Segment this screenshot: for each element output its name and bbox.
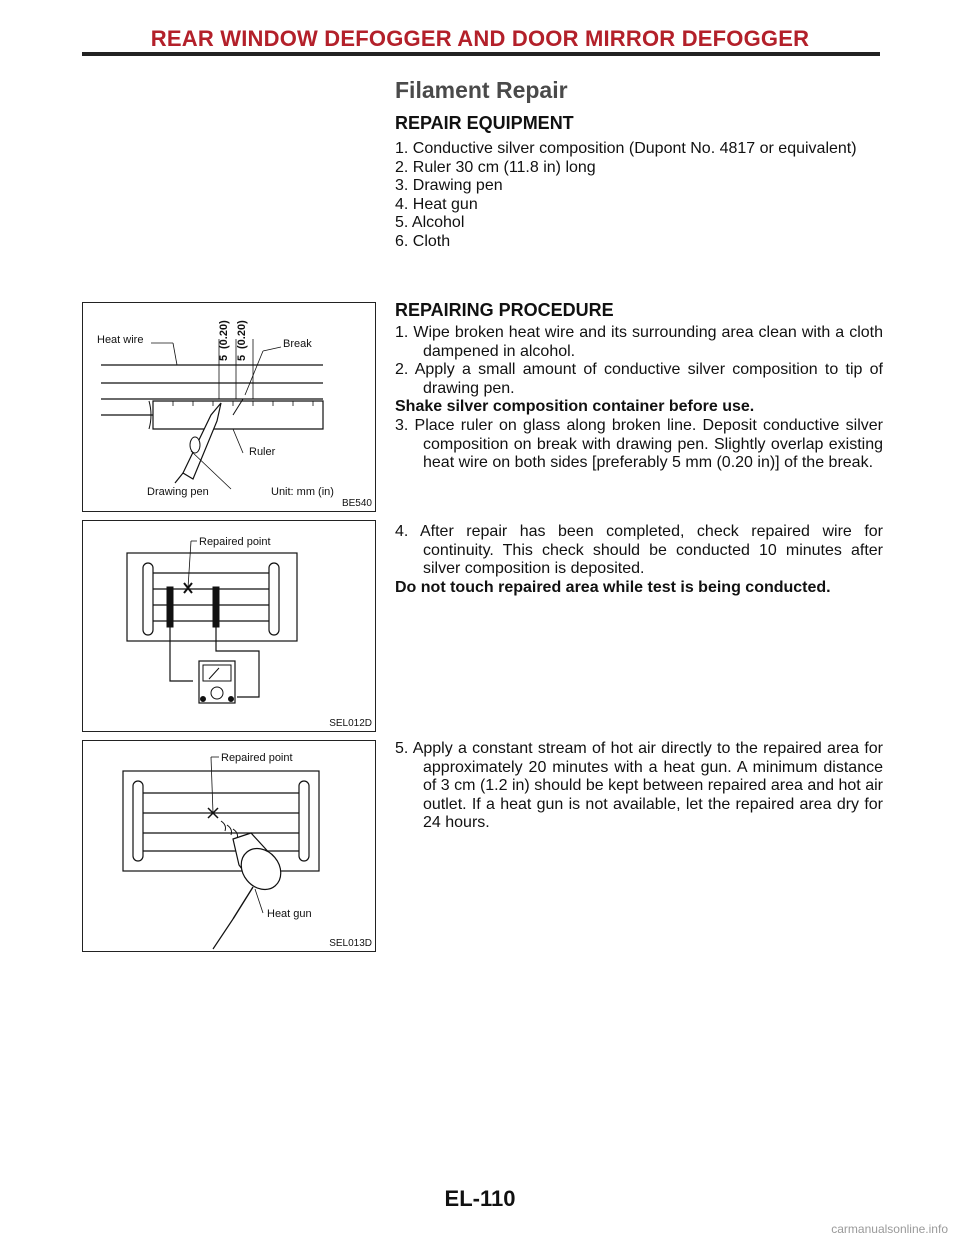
figure-code-sel013d: SEL013D xyxy=(329,938,372,949)
page-header-title: REAR WINDOW DEFOGGER AND DOOR MIRROR DEFOGGER xyxy=(150,26,810,51)
dimension-paren-right: (0.20) xyxy=(236,320,248,349)
terminal-dot xyxy=(229,697,234,702)
page-number: EL-110 xyxy=(444,1186,516,1211)
continuity-check-diagram xyxy=(83,521,375,731)
equipment-item: 1. Conductive silver composition (Dupont No. 4817 or equivalent) xyxy=(395,140,857,157)
label-unit: Unit: mm (in) xyxy=(271,486,334,498)
header-divider xyxy=(82,52,880,56)
figure-be540 xyxy=(82,302,376,512)
procedure-note-shake: Shake silver composition container before use. xyxy=(395,398,755,416)
equipment-item: 6. Cloth xyxy=(395,232,451,250)
leader-line xyxy=(233,429,243,453)
figure-sel013d xyxy=(82,740,376,952)
figure-code-sel012d: SEL012D xyxy=(329,718,372,729)
equipment-list xyxy=(395,140,857,252)
equipment-item: 3. Drawing pen xyxy=(395,177,503,195)
label-repaired-point: Repaired point xyxy=(199,536,271,548)
procedure-step-2: 2. Apply a small amount of conductive silver composition to tip of drawing pen. xyxy=(395,361,883,397)
terminal-dot xyxy=(201,697,206,702)
label-heat-wire: Heat wire xyxy=(97,334,144,346)
ruler-drawing-pen-diagram xyxy=(83,303,375,511)
leader-line xyxy=(263,347,281,351)
ruler-shape xyxy=(153,401,323,429)
drawing-pen-grip xyxy=(190,437,200,453)
watermark: carmanualsonline.info xyxy=(831,1222,948,1236)
hot-air-stream xyxy=(221,821,238,839)
label-repaired-point: Repaired point xyxy=(221,752,293,764)
probe-right xyxy=(213,587,219,627)
heat-gun-cord xyxy=(213,919,233,949)
equipment-item: 4. Heat gun xyxy=(395,195,478,213)
figure-sel012d xyxy=(82,520,376,732)
repairing-procedure-heading: REPAIRING PROCEDURE xyxy=(395,300,614,320)
dimension-value-right: 5 xyxy=(236,354,248,361)
leader-line xyxy=(188,541,191,588)
label-drawing-pen: Drawing pen xyxy=(147,486,209,498)
bus-bar-right xyxy=(299,781,309,861)
repair-equipment-heading: REPAIR EQUIPMENT xyxy=(395,113,574,133)
equipment-item: 5. Alcohol xyxy=(395,214,465,232)
procedure-step-1: 1. Wipe broken heat wire and its surrounding area clean with a cloth dampened in alcohol. xyxy=(395,324,883,360)
procedure-note-do-not-touch: Do not touch repaired area while test is being conducted. xyxy=(395,578,831,596)
probe-left xyxy=(167,587,173,627)
procedure-block-3 xyxy=(395,740,883,833)
procedure-block-2 xyxy=(395,523,883,597)
section-title: Filament Repair xyxy=(395,77,568,103)
procedure-step-3: 3. Place ruler on glass along broken line. Deposit conductive silver composition on break with drawing pen. Slightly overlap existing heat wire on both sides [preferably 5 mm (0.20 in)] of the break. xyxy=(395,416,883,472)
procedure-block-1 xyxy=(395,324,883,473)
figure-code-be540: BE540 xyxy=(341,498,372,509)
bus-bar-left xyxy=(133,781,143,861)
heat-gun-drying-diagram xyxy=(83,741,375,951)
label-heat-gun: Heat gun xyxy=(267,908,312,920)
drawing-pen-handle xyxy=(175,473,183,483)
procedure-step-4: 4. After repair has been completed, check repaired wire for continuity. This check should be conducted 10 minutes after silver composition is deposited. xyxy=(395,523,883,578)
dimension-value-left: 5 xyxy=(218,354,230,361)
label-ruler: Ruler xyxy=(249,446,276,458)
bus-bar-right xyxy=(269,563,279,635)
dimension-paren-left: (0.20) xyxy=(218,320,230,349)
heat-gun-handle xyxy=(233,887,253,919)
bus-bar-left xyxy=(143,563,153,635)
leader-line xyxy=(173,343,177,365)
equipment-item: 2. Ruler 30 cm (11.8 in) long xyxy=(395,158,596,176)
label-break: Break xyxy=(283,338,312,350)
procedure-step-5: 5. Apply a constant stream of hot air directly to the repaired area for approximately 20 minutes with a heat gun. A minimum distance of 3 cm (1.2 in) should be kept between repaired area and hot air outlet. If a heat gun is not available, let the repaired area dry for 24 hours. xyxy=(395,740,883,832)
test-lead-left xyxy=(170,627,193,681)
leader-line xyxy=(211,757,213,813)
leader-line xyxy=(255,889,263,913)
